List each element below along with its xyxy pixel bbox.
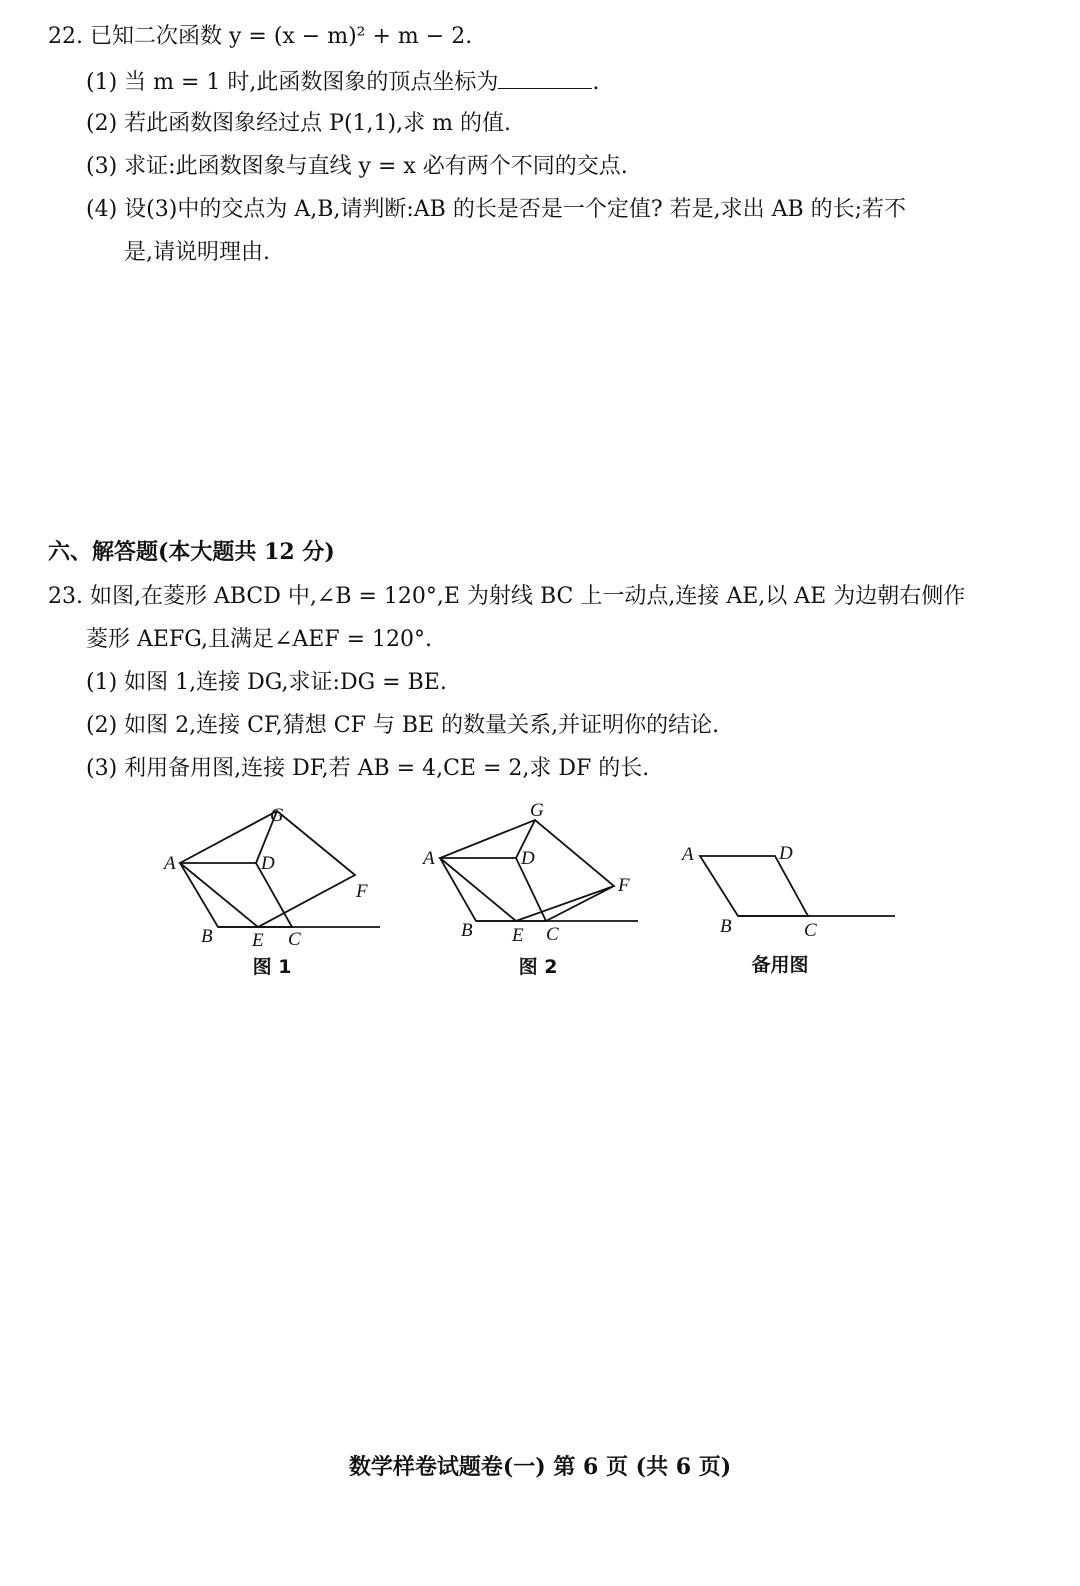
figure-1	[162, 805, 380, 951]
fig1-label-c: C	[288, 929, 301, 950]
fig2-segment-cf	[546, 886, 614, 921]
fig1-label-d: D	[261, 853, 275, 874]
q22-part2: (2) 若此函数图象经过点 P(1,1),求 m 的值.	[86, 111, 511, 136]
fig3-rhombus-abcd	[700, 856, 808, 916]
fig2-caption: 图 2	[518, 956, 558, 978]
q23-stem-line1: 23. 如图,在菱形 ABCD 中,∠B = 120°,E 为射线 BC 上一动点,连接 AE,以 AE 为边朝右侧作	[48, 584, 966, 609]
q22-part4-line1: (4) 设(3)中的交点为 A,B,请判断:AB 的长是否是一个定值? 若是,求出 AB 的长;若不	[86, 197, 907, 222]
fig2-label-e: E	[512, 925, 524, 946]
fig2-label-f: F	[618, 875, 630, 896]
fig2-label-g: G	[530, 800, 544, 821]
q22-part1-end: .	[592, 70, 600, 95]
fig1-label-g: G	[270, 805, 284, 826]
answer-blank[interactable]	[498, 66, 592, 89]
page-footer: 数学样卷试题卷(一) 第 6 页 (共 6 页)	[348, 1454, 732, 1480]
fig2-label-c: C	[546, 924, 559, 945]
q23-part1: (1) 如图 1,连接 DG,求证:DG = BE.	[86, 670, 447, 695]
q22-part1-text: (1) 当 m = 1 时,此函数图象的顶点坐标为	[86, 70, 499, 95]
fig1-caption: 图 1	[252, 956, 292, 978]
figure-spare	[680, 843, 895, 941]
fig3-caption: 备用图	[751, 954, 809, 976]
q22-stem: 22. 已知二次函数 y = (x − m)² + m − 2.	[48, 24, 473, 49]
fig1-label-b: B	[201, 926, 213, 947]
section-heading: 六、解答题(本大题共 12 分)	[48, 539, 335, 565]
fig3-label-c: C	[804, 920, 817, 941]
fig2-label-b: B	[461, 920, 473, 941]
fig3-label-b: B	[720, 916, 732, 937]
q22-part3: (3) 求证:此函数图象与直线 y = x 必有两个不同的交点.	[86, 154, 628, 179]
fig1-label-a: A	[164, 853, 176, 874]
fig2-label-a: A	[423, 848, 435, 869]
q23-part3: (3) 利用备用图,连接 DF,若 AB = 4,CE = 2,求 DF 的长.	[86, 756, 650, 781]
fig1-label-f: F	[356, 881, 368, 902]
q23-stem-line2: 菱形 AEFG,且满足∠AEF = 120°.	[86, 627, 433, 652]
fig2-label-d: D	[521, 848, 535, 869]
q22-part4-line2: 是,请说明理由.	[124, 240, 270, 265]
fig3-label-d: D	[779, 843, 793, 864]
q22-part1	[86, 66, 599, 98]
fig3-label-a: A	[682, 844, 694, 865]
figure-2	[421, 800, 638, 946]
q23-part2: (2) 如图 2,连接 CF,猜想 CF 与 BE 的数量关系,并证明你的结论.	[86, 713, 720, 738]
fig1-label-e: E	[252, 930, 264, 951]
